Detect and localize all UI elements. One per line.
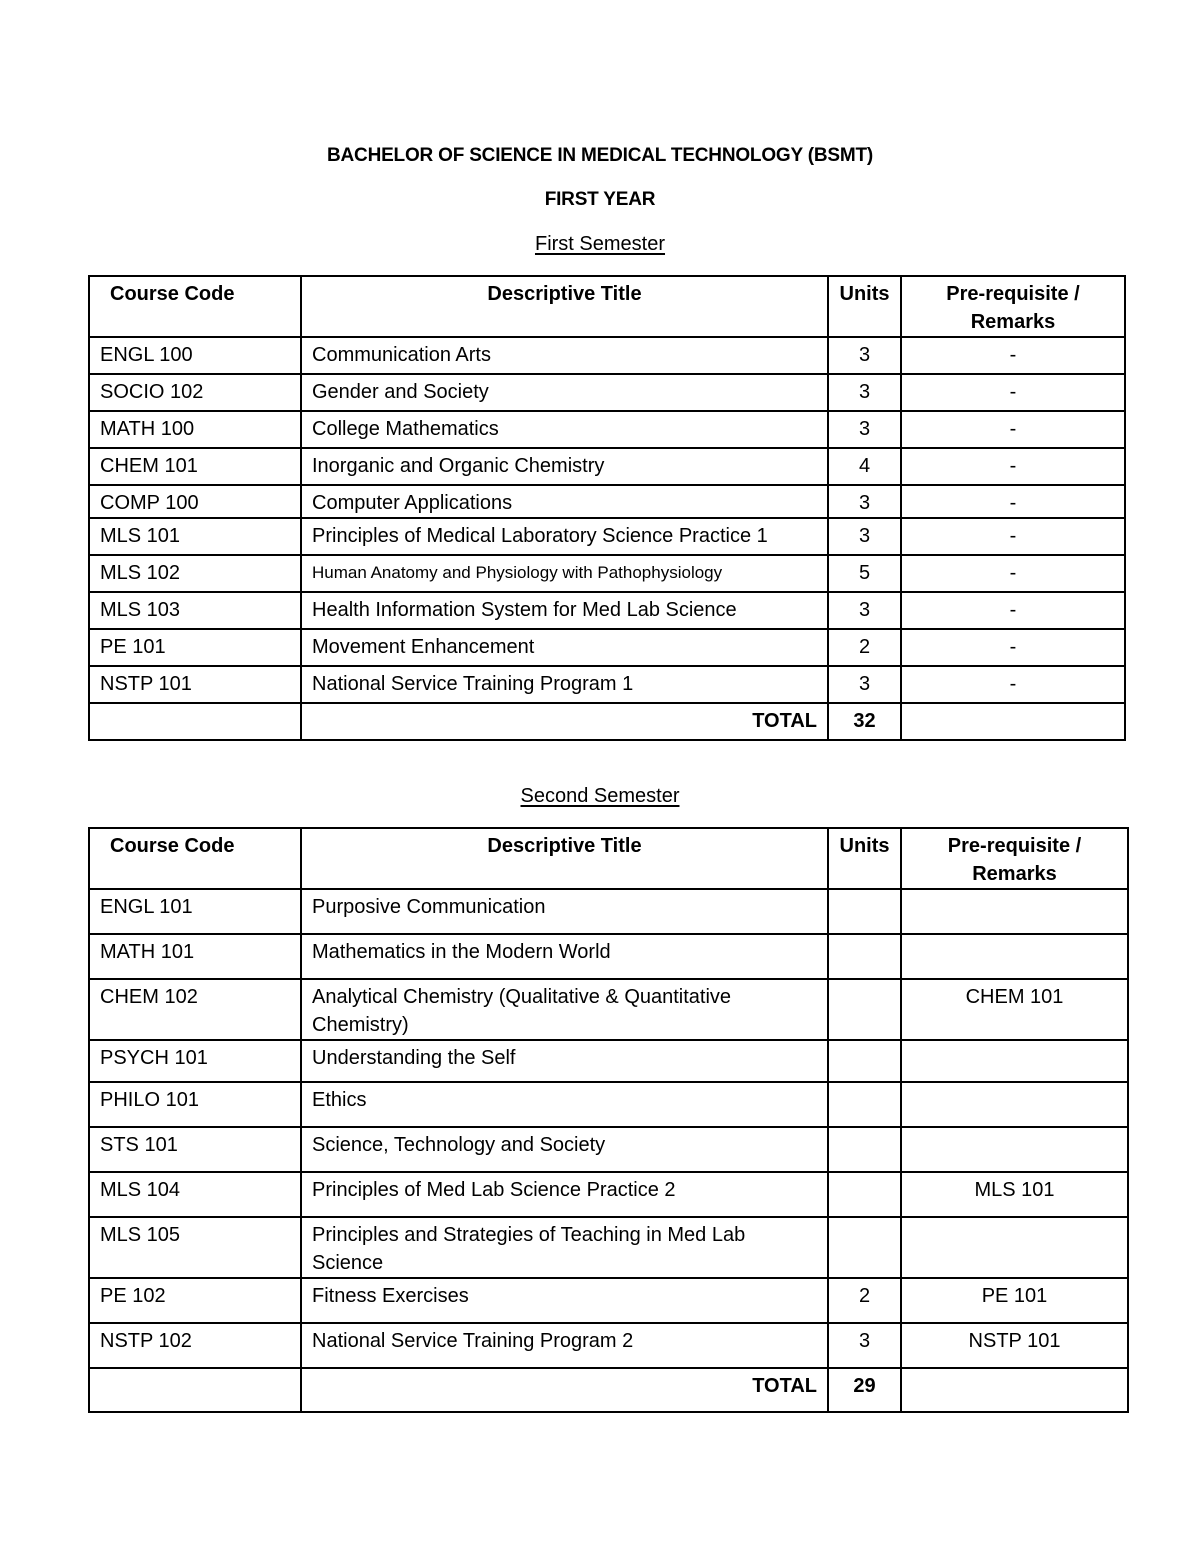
empty-cell xyxy=(901,1368,1128,1412)
units-cell: 3 xyxy=(828,1323,901,1368)
table-row xyxy=(89,1172,1128,1217)
course-code-cell: PE 102 xyxy=(89,1278,301,1323)
course-code-cell: CHEM 102 xyxy=(89,979,301,1040)
prereq-cell: - xyxy=(901,666,1125,703)
prereq-cell xyxy=(901,1082,1128,1127)
course-code-cell: MATH 101 xyxy=(89,934,301,979)
header-descriptive-title: Descriptive Title xyxy=(301,276,828,337)
descriptive-title-cell: Analytical Chemistry (Qualitative & Quantitative Chemistry) xyxy=(301,979,828,1040)
course-code-cell: CHEM 101 xyxy=(89,448,301,485)
prereq-cell: - xyxy=(901,448,1125,485)
course-code-cell: SOCIO 102 xyxy=(89,374,301,411)
table-row xyxy=(89,448,1125,485)
descriptive-title-cell: Principles and Strategies of Teaching in Med Lab Science xyxy=(301,1217,828,1278)
units-cell: 5 xyxy=(828,555,901,592)
prereq-cell: - xyxy=(901,485,1125,518)
header-course-code: Course Code xyxy=(89,276,301,337)
table-row xyxy=(89,979,1128,1040)
units-cell xyxy=(828,1040,901,1082)
first-semester-table xyxy=(88,275,1126,741)
table-row xyxy=(89,629,1125,666)
units-cell: 4 xyxy=(828,448,901,485)
table-header-row xyxy=(89,828,1128,889)
table-row xyxy=(89,555,1125,592)
course-code-cell: NSTP 102 xyxy=(89,1323,301,1368)
course-code-cell: ENGL 100 xyxy=(89,337,301,374)
header-descriptive-title: Descriptive Title xyxy=(301,828,828,889)
table-row xyxy=(89,1323,1128,1368)
prereq-cell xyxy=(901,1127,1128,1172)
table-header-row xyxy=(89,276,1125,337)
header-prereq: Pre-requisite / Remarks xyxy=(901,828,1128,889)
table-row xyxy=(89,518,1125,555)
course-code-cell: MLS 103 xyxy=(89,592,301,629)
header-units: Units xyxy=(828,828,901,889)
descriptive-title-cell: Fitness Exercises xyxy=(301,1278,828,1323)
units-cell: 3 xyxy=(828,411,901,448)
units-cell xyxy=(828,1127,901,1172)
table-row xyxy=(89,1040,1128,1082)
descriptive-title-cell: Understanding the Self xyxy=(301,1040,828,1082)
year-label: FIRST YEAR xyxy=(544,189,656,210)
course-code-cell: NSTP 101 xyxy=(89,666,301,703)
units-cell xyxy=(828,1217,901,1278)
units-cell xyxy=(828,1172,901,1217)
descriptive-title-cell: Inorganic and Organic Chemistry xyxy=(301,448,828,485)
prereq-cell: - xyxy=(901,592,1125,629)
prereq-cell: - xyxy=(901,374,1125,411)
prereq-cell: - xyxy=(901,629,1125,666)
program-title: BACHELOR OF SCIENCE IN MEDICAL TECHNOLOGY (BSMT) xyxy=(327,145,873,166)
table-row xyxy=(89,666,1125,703)
prereq-cell: - xyxy=(901,518,1125,555)
course-code-cell: COMP 100 xyxy=(89,485,301,518)
units-cell xyxy=(828,934,901,979)
prereq-cell: - xyxy=(901,555,1125,592)
course-code-cell: STS 101 xyxy=(89,1127,301,1172)
descriptive-title-cell: Health Information System for Med Lab Science xyxy=(301,592,828,629)
units-cell: 3 xyxy=(828,666,901,703)
descriptive-title-cell: College Mathematics xyxy=(301,411,828,448)
empty-cell xyxy=(901,703,1125,740)
units-cell: 3 xyxy=(828,592,901,629)
course-code-cell: MLS 105 xyxy=(89,1217,301,1278)
prereq-cell xyxy=(901,1040,1128,1082)
prereq-cell xyxy=(901,889,1128,934)
table-row xyxy=(89,1217,1128,1278)
units-cell: 2 xyxy=(828,629,901,666)
table-row xyxy=(89,889,1128,934)
empty-cell xyxy=(89,1368,301,1412)
table-row xyxy=(89,934,1128,979)
descriptive-title-cell: Science, Technology and Society xyxy=(301,1127,828,1172)
course-code-cell: PHILO 101 xyxy=(89,1082,301,1127)
table-row xyxy=(89,337,1125,374)
descriptive-title-cell: Computer Applications xyxy=(301,485,828,518)
units-cell: 3 xyxy=(828,374,901,411)
total-row xyxy=(89,703,1125,740)
descriptive-title-cell: Mathematics in the Modern World xyxy=(301,934,828,979)
units-cell xyxy=(828,889,901,934)
units-cell xyxy=(828,979,901,1040)
course-code-cell: PE 101 xyxy=(89,629,301,666)
descriptive-title-cell: Human Anatomy and Physiology with Pathophysiology xyxy=(301,555,828,592)
descriptive-title-cell: Movement Enhancement xyxy=(301,629,828,666)
table-row xyxy=(89,374,1125,411)
table-row xyxy=(89,485,1125,518)
prereq-cell xyxy=(901,1217,1128,1278)
course-code-cell: PSYCH 101 xyxy=(89,1040,301,1082)
units-cell: 3 xyxy=(828,518,901,555)
units-cell: 3 xyxy=(828,337,901,374)
prereq-cell: - xyxy=(901,411,1125,448)
table-row xyxy=(89,1127,1128,1172)
table-row xyxy=(89,1278,1128,1323)
table-row xyxy=(89,1082,1128,1127)
second-semester-table xyxy=(88,827,1129,1413)
first-semester-title: First Semester xyxy=(534,233,666,255)
total-units: 32 xyxy=(828,703,901,740)
units-cell: 3 xyxy=(828,485,901,518)
descriptive-title-cell: Ethics xyxy=(301,1082,828,1127)
table-row xyxy=(89,592,1125,629)
course-code-cell: MLS 102 xyxy=(89,555,301,592)
descriptive-title-cell: National Service Training Program 1 xyxy=(301,666,828,703)
descriptive-title-cell: National Service Training Program 2 xyxy=(301,1323,828,1368)
units-cell xyxy=(828,1082,901,1127)
prereq-cell xyxy=(901,934,1128,979)
prereq-cell: PE 101 xyxy=(901,1278,1128,1323)
course-code-cell: MLS 104 xyxy=(89,1172,301,1217)
table-row xyxy=(89,411,1125,448)
units-cell: 2 xyxy=(828,1278,901,1323)
course-code-cell: ENGL 101 xyxy=(89,889,301,934)
header-course-code: Course Code xyxy=(89,828,301,889)
prereq-cell: NSTP 101 xyxy=(901,1323,1128,1368)
descriptive-title-cell: Gender and Society xyxy=(301,374,828,411)
empty-cell xyxy=(89,703,301,740)
second-semester-title: Second Semester xyxy=(520,785,680,807)
prereq-cell: - xyxy=(901,337,1125,374)
total-label: TOTAL xyxy=(301,703,828,740)
descriptive-title-cell: Purposive Communication xyxy=(301,889,828,934)
header-units: Units xyxy=(828,276,901,337)
descriptive-title-cell: Principles of Med Lab Science Practice 2 xyxy=(301,1172,828,1217)
descriptive-title-cell: Principles of Medical Laboratory Science Practice 1 xyxy=(301,518,828,555)
header-prereq: Pre-requisite / Remarks xyxy=(901,276,1125,337)
total-row xyxy=(89,1368,1128,1412)
total-units: 29 xyxy=(828,1368,901,1412)
descriptive-title-cell: Communication Arts xyxy=(301,337,828,374)
course-code-cell: MATH 100 xyxy=(89,411,301,448)
total-label: TOTAL xyxy=(301,1368,828,1412)
prereq-cell: CHEM 101 xyxy=(901,979,1128,1040)
prereq-cell: MLS 101 xyxy=(901,1172,1128,1217)
course-code-cell: MLS 101 xyxy=(89,518,301,555)
